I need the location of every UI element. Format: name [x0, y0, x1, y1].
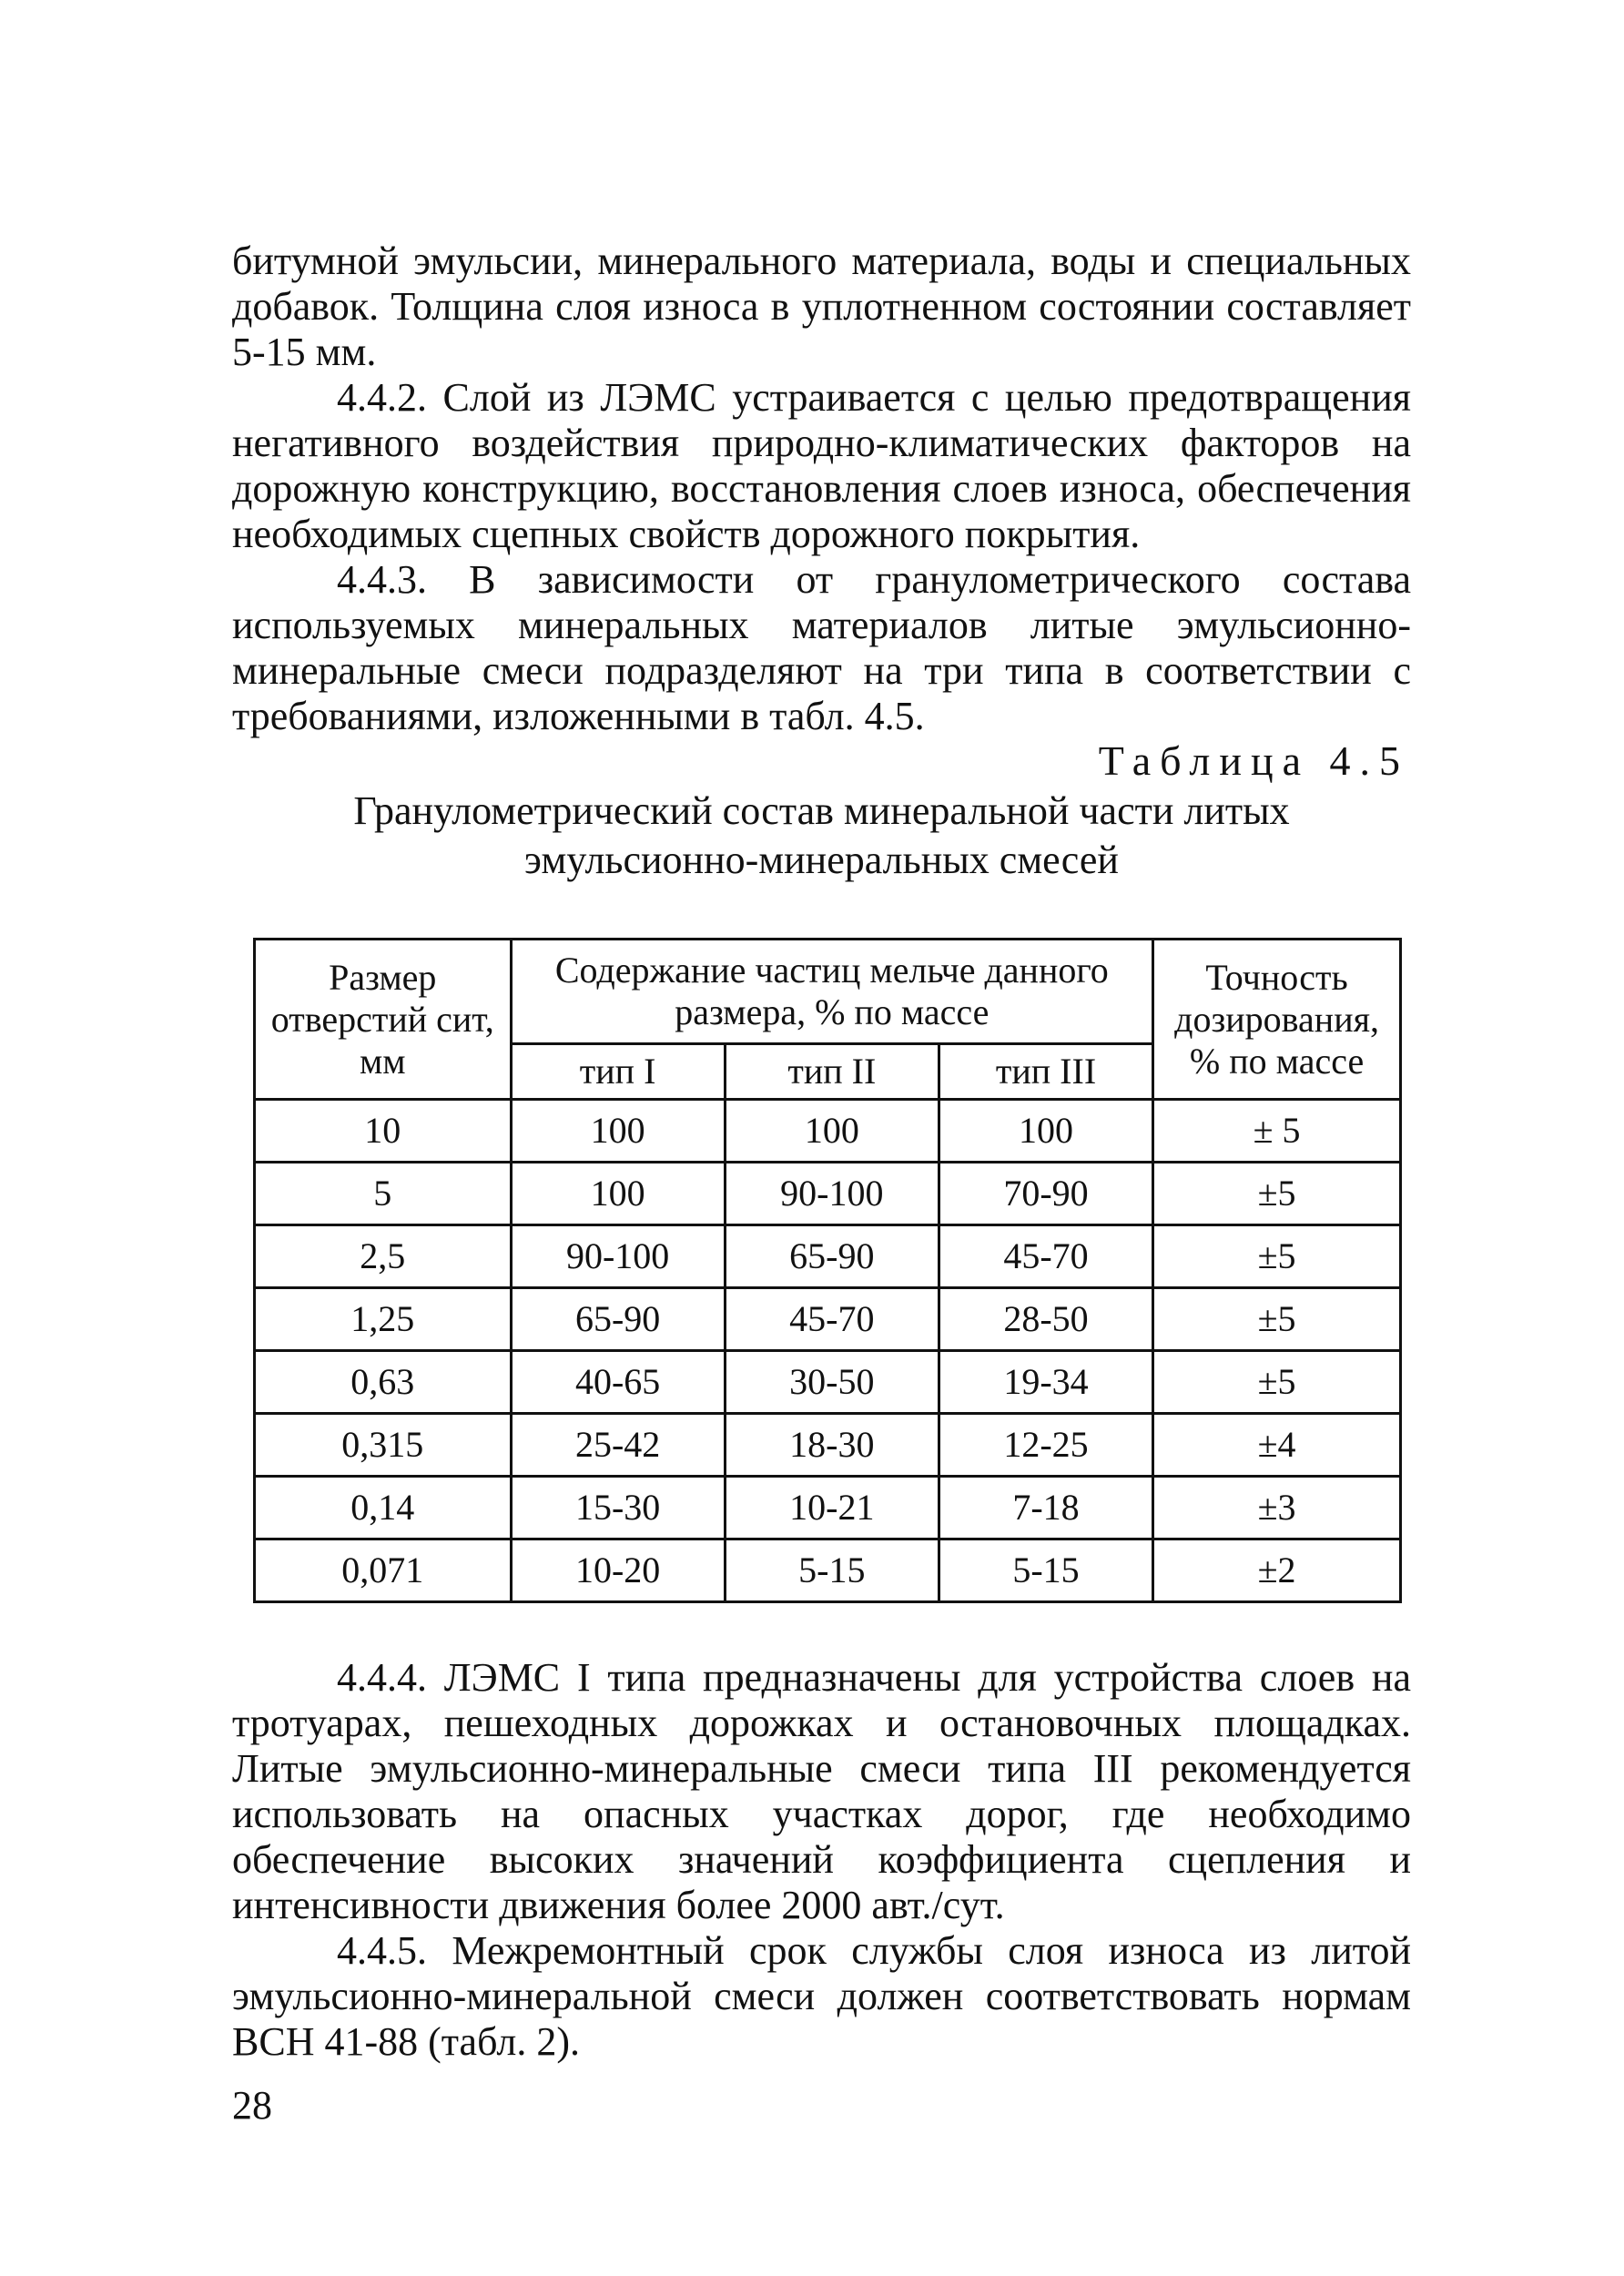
cell-type-1: 100 — [511, 1100, 725, 1163]
cell-accuracy: ±5 — [1153, 1225, 1401, 1288]
cell-type-1: 25-42 — [511, 1414, 725, 1477]
cell-accuracy: ±5 — [1153, 1288, 1401, 1351]
table-row — [255, 1351, 1401, 1414]
cell-type-3: 100 — [939, 1100, 1152, 1163]
cell-type-3: 70-90 — [939, 1163, 1152, 1225]
cell-type-2: 18-30 — [725, 1414, 939, 1477]
cell-type-3: 5-15 — [939, 1539, 1152, 1602]
cell-type-2: 90-100 — [725, 1163, 939, 1225]
cell-type-2: 100 — [725, 1100, 939, 1163]
cell-type-1: 100 — [511, 1163, 725, 1225]
cell-type-1: 90-100 — [511, 1225, 725, 1288]
cell-accuracy: ±5 — [1153, 1351, 1401, 1414]
table-caption — [232, 787, 1411, 885]
cell-type-2: 5-15 — [725, 1539, 939, 1602]
table-row — [255, 1225, 1401, 1288]
table-caption-line-1: Гранулометрический состав минеральной части литых — [353, 788, 1290, 833]
cell-type-3: 19-34 — [939, 1351, 1152, 1414]
cell-sieve-size: 1,25 — [255, 1288, 512, 1351]
cell-type-2: 45-70 — [725, 1288, 939, 1351]
header-type-3: тип III — [939, 1044, 1152, 1100]
table-row — [255, 1539, 1401, 1602]
table-row — [255, 1414, 1401, 1477]
cell-type-3: 7-18 — [939, 1477, 1152, 1539]
header-particle-content: Содержание частиц мельче данного размера, % по массе — [511, 940, 1153, 1044]
cell-sieve-size: 0,315 — [255, 1414, 512, 1477]
cell-sieve-size: 2,5 — [255, 1225, 512, 1288]
paragraph-continuation: битумной эмульсии, минерального материала, воды и специальных добавок. Толщина слоя износа в уплотненном состоянии составляет 5-15 мм. — [232, 239, 1411, 374]
cell-accuracy: ±2 — [1153, 1539, 1401, 1602]
granulometric-table — [253, 938, 1402, 1603]
table-row — [255, 1100, 1401, 1163]
cell-type-1: 40-65 — [511, 1351, 725, 1414]
cell-accuracy: ±5 — [1153, 1163, 1401, 1225]
cell-sieve-size: 5 — [255, 1163, 512, 1225]
cell-type-3: 45-70 — [939, 1225, 1152, 1288]
page-number: 28 — [232, 2083, 272, 2128]
header-type-1: тип I — [511, 1044, 725, 1100]
table-row — [255, 1163, 1401, 1225]
cell-sieve-size: 0,63 — [255, 1351, 512, 1414]
paragraph-4-4-3: 4.4.3. В зависимости от гранулометрического состава используемых минеральных материалов литые эмульсионно-минеральные смеси подразделяют на три типа в соответствии с требованиями, изложенными в табл. 4.5. — [232, 557, 1411, 738]
table-label: Таблица 4.5 — [1098, 737, 1409, 784]
cell-accuracy: ±3 — [1153, 1477, 1401, 1539]
cell-type-1: 10-20 — [511, 1539, 725, 1602]
header-type-2: тип II — [725, 1044, 939, 1100]
cell-type-1: 65-90 — [511, 1288, 725, 1351]
table-caption-line-2: эмульсионно-минеральных смесей — [524, 838, 1119, 882]
cell-type-2: 65-90 — [725, 1225, 939, 1288]
table-body — [255, 1100, 1401, 1602]
paragraph-4-4-2: 4.4.2. Слой из ЛЭМС устраивается с целью предотвращения негативного воздействия природно-климатических факторов на дорожную конструкцию, восстановления слоев износа, обеспечения необходимых сцепных свойств дорожного покрытия. — [232, 375, 1411, 556]
paragraph-4-4-4: 4.4.4. ЛЭМС I типа предназначены для устройства слоев на тротуарах, пешеходных дорожках и остановочных площадках. Литые эмульсионно-минеральные смеси типа III рекомендуется использовать на опасных участках дорог, где необходимо обеспечение высоких значений коэффициента сцепления и интенсивности движения более 2000 авт./сут. — [232, 1655, 1411, 1927]
cell-type-1: 15-30 — [511, 1477, 725, 1539]
header-sieve-size: Размер отверстий сит, мм — [255, 940, 512, 1100]
header-dosing-accuracy: Точность дозирования, % по массе — [1153, 940, 1401, 1100]
cell-accuracy: ±4 — [1153, 1414, 1401, 1477]
cell-type-2: 30-50 — [725, 1351, 939, 1414]
cell-type-2: 10-21 — [725, 1477, 939, 1539]
paragraph-4-4-5: 4.4.5. Межремонтный срок службы слоя износа из литой эмульсионно-минеральной смеси должен соответствовать нормам ВСН 41-88 (табл. 2). — [232, 1928, 1411, 2064]
cell-accuracy: ± 5 — [1153, 1100, 1401, 1163]
bottom-text-block — [232, 1655, 1411, 2065]
cell-sieve-size: 0,14 — [255, 1477, 512, 1539]
cell-sieve-size: 0,071 — [255, 1539, 512, 1602]
cell-type-3: 28-50 — [939, 1288, 1152, 1351]
top-text-block — [232, 239, 1411, 739]
table-row — [255, 1477, 1401, 1539]
cell-sieve-size: 10 — [255, 1100, 512, 1163]
table-row — [255, 1288, 1401, 1351]
table-header — [255, 940, 1401, 1100]
cell-type-3: 12-25 — [939, 1414, 1152, 1477]
